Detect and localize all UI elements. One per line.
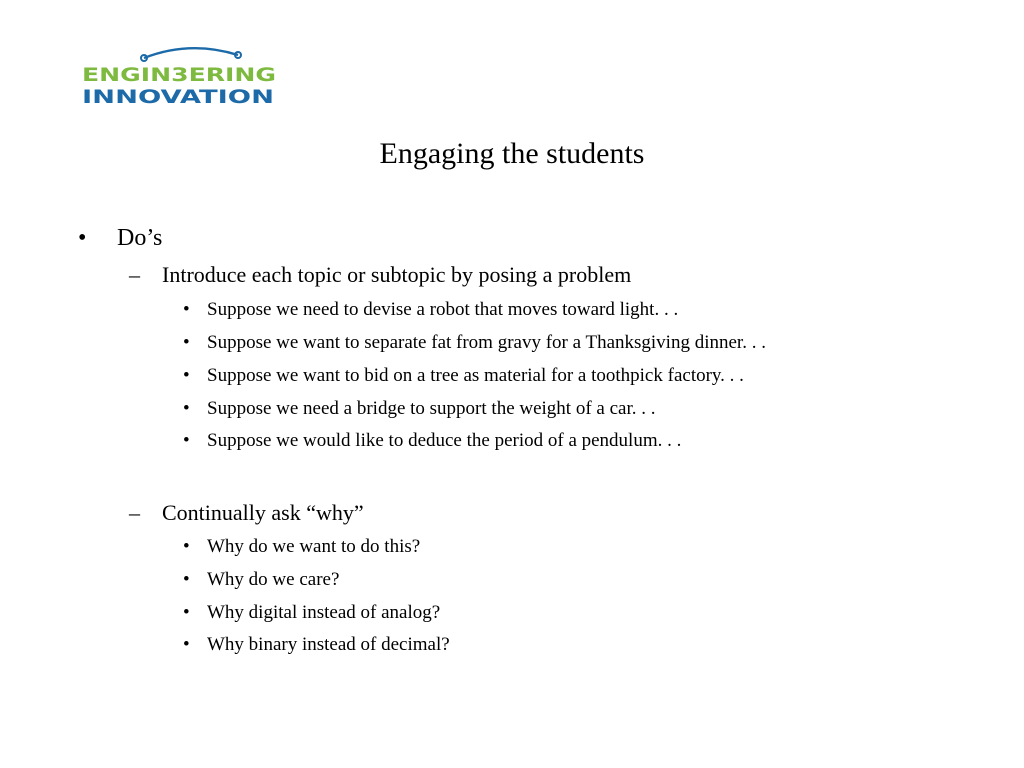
- list-item: Why binary instead of decimal?: [207, 634, 450, 655]
- list-item: Why do we want to do this?: [207, 536, 421, 557]
- slide-title: Engaging the students: [379, 137, 645, 170]
- list-item: Suppose we want to bid on a tree as material for a toothpick factory. . .: [207, 365, 744, 386]
- list-item: Suppose we want to separate fat from gravy for a Thanksgiving dinner. . .: [207, 332, 766, 353]
- sub-bullet: •: [183, 602, 190, 623]
- sub-bullet: •: [183, 430, 190, 451]
- level1-bullet: •: [78, 225, 87, 251]
- sub-bullet: •: [183, 569, 190, 590]
- logo-text-innovation: INNOVATION: [82, 86, 274, 108]
- logo-graphic: [78, 42, 284, 110]
- sub-bullet: •: [183, 634, 190, 655]
- list-item: Suppose we need to devise a robot that moves toward light. . .: [207, 299, 679, 320]
- list-item: Suppose we need a bridge to support the weight of a car. . .: [207, 398, 656, 419]
- sub-bullet: •: [183, 332, 190, 353]
- sub-bullet: •: [183, 365, 190, 386]
- section-dash: –: [129, 262, 140, 287]
- sub-bullet: •: [183, 299, 190, 320]
- list-item: Why digital instead of analog?: [207, 602, 441, 623]
- logo-arc: [144, 48, 238, 58]
- logo-node-left: [141, 55, 147, 61]
- engineering-innovation-logo: [78, 42, 284, 110]
- level1-text: Do’s: [117, 225, 163, 251]
- sub-bullet: •: [183, 398, 190, 419]
- section-dash: –: [129, 500, 140, 525]
- logo-text-engineering: ENGIN3ERING: [82, 64, 276, 86]
- list-item: Suppose we would like to deduce the period of a pendulum. . .: [207, 430, 682, 451]
- sub-bullet: •: [183, 536, 190, 557]
- section-text: Continually ask “why”: [162, 500, 364, 525]
- list-item: Why do we care?: [207, 569, 340, 590]
- section-text: Introduce each topic or subtopic by posing a problem: [162, 262, 632, 287]
